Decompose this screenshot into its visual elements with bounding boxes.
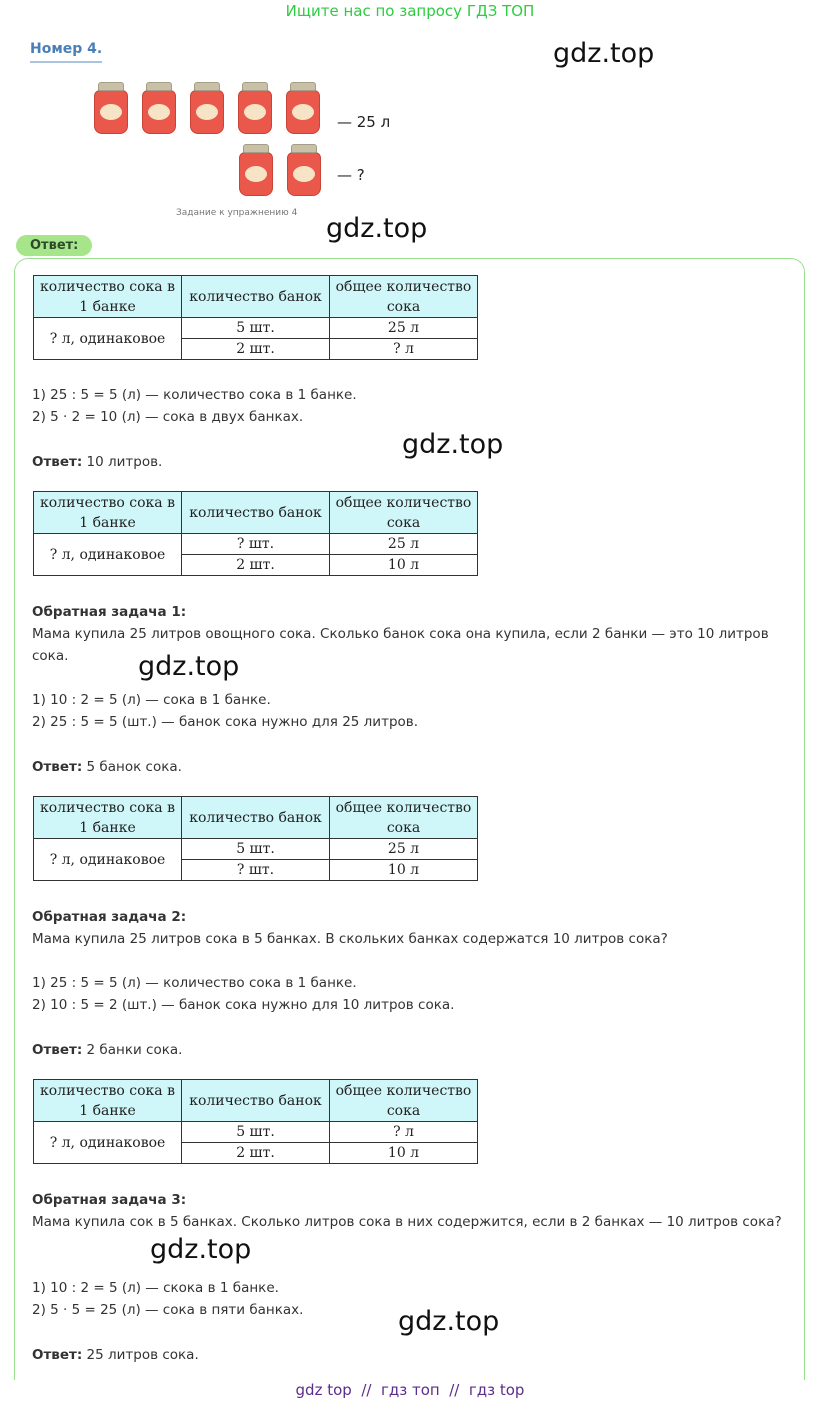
answer-text: 5 банок сока. [86,759,182,775]
data-table [33,1079,478,1164]
jars-unknown-label: — ? [337,166,365,184]
table-header-cell: количество сока в 1 банке [34,797,182,839]
picture-caption: Задание к упражнению 4 [176,208,298,218]
solution-step: 1) 10 : 2 = 5 (л) — скока в 1 банке. [32,1280,279,1296]
table-cell: ? л, одинаковое [34,318,182,360]
table-cell: 5 шт. [182,318,330,339]
answer-line [32,756,182,778]
table-header-cell: количество сока в 1 банке [34,1080,182,1122]
inverse-task-text: Мама купила сок в 5 банках. Сколько литров сока в них содержится, если в 2 банках — 10 литров сока? [32,1214,782,1230]
jar-icon [238,82,272,134]
table-cell: ? шт. [182,860,330,881]
jar-icon [190,82,224,134]
table-cell: ? л [330,1122,478,1143]
table-header-cell: количество сока в 1 банке [34,492,182,534]
answer-text: 25 литров сока. [86,1347,199,1363]
table-cell: 2 шт. [182,339,330,360]
table-cell: 5 шт. [182,839,330,860]
search-banner[interactable]: Ищите нас по запросу ГДЗ ТОП [285,2,535,20]
table-cell: 25 л [330,839,478,860]
solution-step: 1) 25 : 5 = 5 (л) — количество сока в 1 банке. [32,975,357,991]
jars-row-five [94,82,320,134]
jar-icon [286,82,320,134]
answer-label: Ответ: [32,1042,83,1058]
answer-line [32,1344,199,1366]
table-cell: ? шт. [182,534,330,555]
jars-row-two [239,144,321,196]
solution-step: 1) 25 : 5 = 5 (л) — количество сока в 1 банке. [32,387,357,403]
table-cell: 5 шт. [182,1122,330,1143]
inverse-task-text: Мама купила 25 литров овощного сока. Сколько банок сока она купила, если 2 банки — это 10 литров сока. [32,626,769,664]
answer-line [32,451,162,473]
jar-icon [142,82,176,134]
watermark: gdz.top [402,429,504,460]
inverse-task-title: Обратная задача 1: [32,604,187,620]
task-number: Номер 4. [30,41,102,63]
table-cell: 10 л [330,1143,478,1164]
data-table [33,491,478,576]
footer-links[interactable]: gdz top // гдз топ // гдз top [295,1381,525,1399]
table-cell: 10 л [330,860,478,881]
answer-label: Ответ: [32,759,83,775]
inverse-task-title: Обратная задача 2: [32,909,187,925]
table-header-cell: общее количество сока [330,276,478,318]
answer-label: Ответ: [32,1347,83,1363]
table-header-cell: общее количество сока [330,492,478,534]
solution-step: 2) 5 · 5 = 25 (л) — сока в пяти банках. [32,1302,304,1318]
watermark: gdz.top [398,1306,500,1337]
table-cell: 10 л [330,555,478,576]
table-header-cell: количество банок [182,1080,330,1122]
jar-icon [94,82,128,134]
table-cell: ? л, одинаковое [34,1122,182,1164]
answer-badge: Ответ: [16,235,92,256]
table-header-cell: количество банок [182,492,330,534]
answer-text: 2 банки сока. [86,1042,183,1058]
watermark: gdz.top [553,38,655,69]
table-cell: 2 шт. [182,555,330,576]
solution-step: 1) 10 : 2 = 5 (л) — сока в 1 банке. [32,692,271,708]
jars-total-label: — 25 л [337,113,391,131]
data-table [33,275,478,360]
table-header-cell: общее количество сока [330,797,478,839]
inverse-task-text: Мама купила 25 литров сока в 5 банках. В скольких банках содержатся 10 литров сока? [32,931,668,947]
watermark: gdz.top [138,651,240,682]
answer-label: Ответ: [32,454,83,470]
table-cell: ? л, одинаковое [34,534,182,576]
table-header-cell: общее количество сока [330,1080,478,1122]
answer-line [32,1039,182,1061]
answer-text: 10 литров. [86,454,163,470]
solution-step: 2) 10 : 5 = 2 (шт.) — банок сока нужно для 10 литров сока. [32,997,455,1013]
jar-icon [239,144,273,196]
watermark: gdz.top [150,1234,252,1265]
table-header-cell: количество банок [182,276,330,318]
inverse-task-title: Обратная задача 3: [32,1192,187,1208]
watermark: gdz.top [326,213,428,244]
solution-step: 2) 25 : 5 = 5 (шт.) — банок сока нужно для 25 литров. [32,714,419,730]
table-cell: ? л, одинаковое [34,839,182,881]
table-cell: 25 л [330,534,478,555]
table-header-cell: количество сока в 1 банке [34,276,182,318]
table-header-cell: количество банок [182,797,330,839]
table-cell: ? л [330,339,478,360]
data-table [33,796,478,881]
solution-step: 2) 5 · 2 = 10 (л) — сока в двух банках. [32,409,304,425]
table-cell: 2 шт. [182,1143,330,1164]
jar-icon [287,144,321,196]
table-cell: 25 л [330,318,478,339]
